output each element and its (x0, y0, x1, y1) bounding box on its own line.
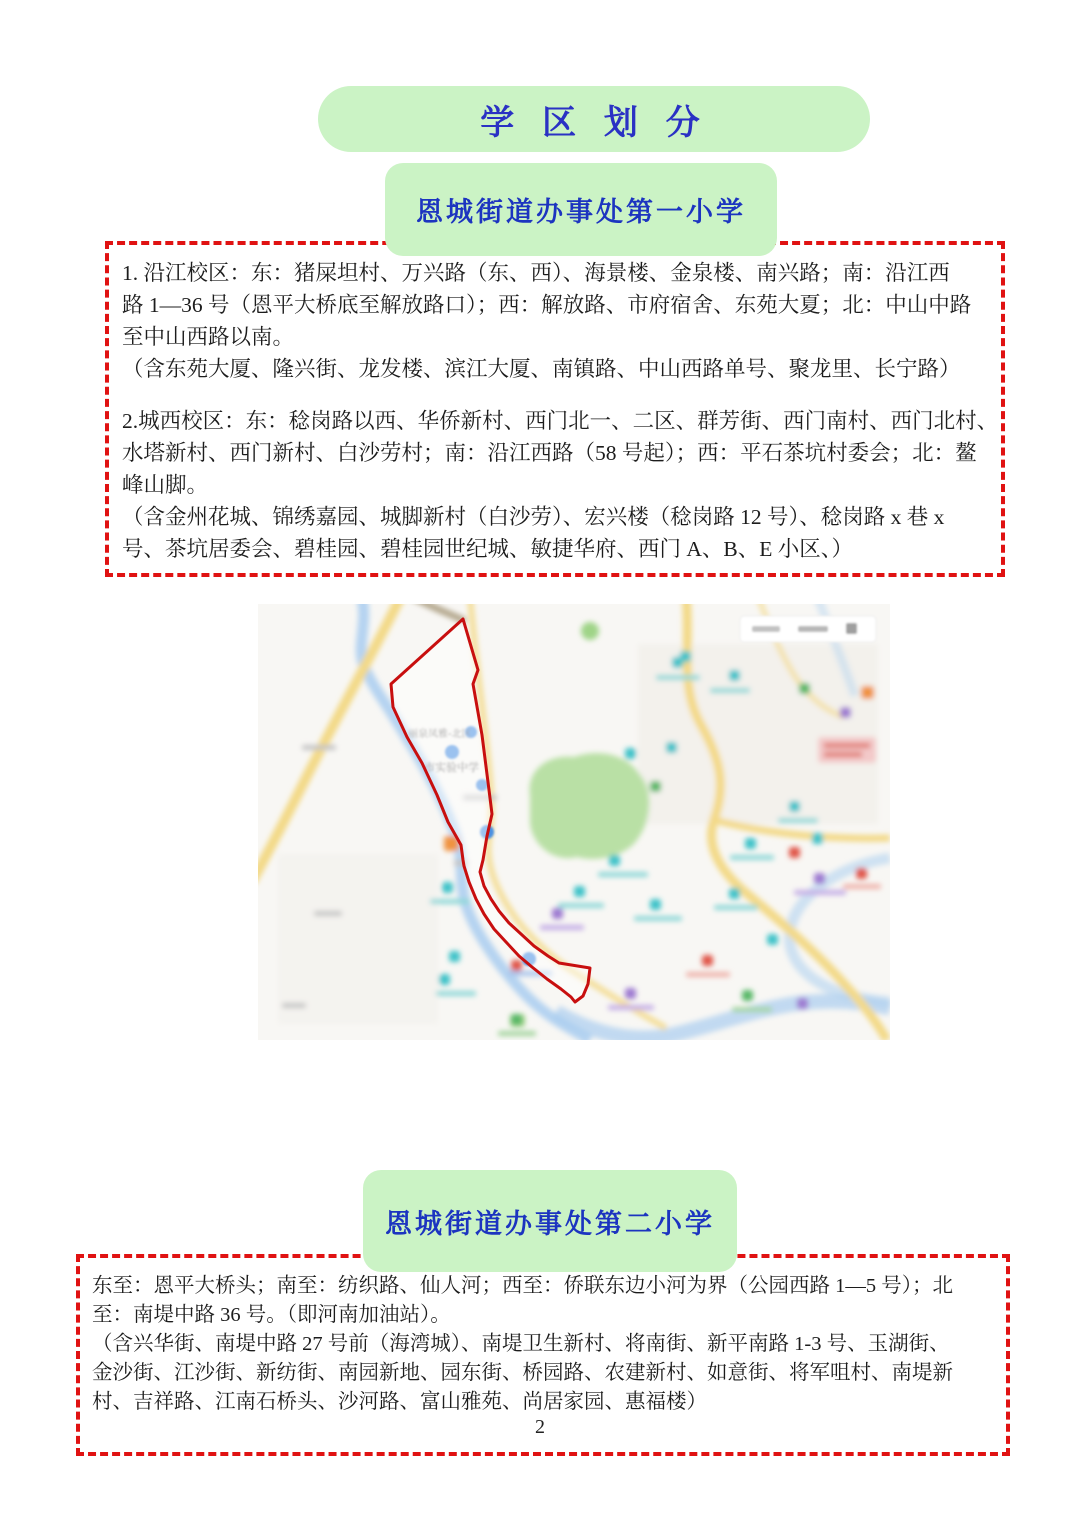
text-line: 村、吉祥路、江南石桥头、沙河路、富山雅苑、尚居家园、惠福楼） (92, 1391, 707, 1413)
school2-description (92, 1272, 1000, 1417)
text-line: 金沙街、江沙街、新纺街、南园新地、园东街、桥园路、农建新村、如意街、将军咀村、南堤新 (92, 1362, 953, 1384)
text-line: 东至：恩平大桥头；南至：纺织路、仙人河；西至：侨联东边小河为界（公园西路 1—5 号）；北 (92, 1275, 953, 1297)
page-number: 2 (535, 1416, 545, 1438)
district-map-image (258, 604, 890, 1040)
park-area (530, 753, 650, 859)
text-line: 至中山西路以南。 (122, 325, 295, 349)
text-line: 2.城西校区：东：稔岗路以西、华侨新村、西门北一、二区、群芳街、西门南村、西门北村、 (122, 409, 999, 433)
text-line: 水塔新村、西门新村、白沙劳村；南：沿江西路（58 号起）；西：平石茶坑村委会；北：鳌 (122, 441, 977, 465)
page-title: 学 区 划 分 (480, 102, 708, 143)
text-line: 至：南堤中路 36 号。（即河南加油站）。 (92, 1304, 451, 1326)
text-line: 峰山脚。 (122, 473, 209, 497)
map-scale-indicator (752, 626, 780, 632)
school1-banner (385, 163, 777, 256)
school2-name: 恩城街道办事处第二小学 (385, 1208, 715, 1240)
text-line: （含兴华街、南堤中路 27 号前（海湾城）、南堤卫生新村、将南街、新平南路 1-3 号、玉湖街、 (92, 1333, 950, 1355)
campus1-description (122, 257, 993, 385)
text-line: 路 1—36 号（恩平大桥底至解放路口）；西：解放路、市府宿舍、东苑大夏；北：中山中路 (122, 293, 972, 317)
page-title-banner (318, 86, 870, 152)
text-line: 1. 沿江校区：东：猪屎坦村、万兴路（东、西）、海景楼、金泉楼、南兴路；南：沿江西 (122, 261, 950, 285)
text-line: （含金州花城、锦绣嘉园、城脚新村（白沙劳）、宏兴楼（稔岗路 12 号）、稔岗路 x 巷 x (122, 505, 945, 529)
map-controls (740, 616, 876, 642)
text-line: 号、茶坑居委会、碧桂园、碧桂园世纪城、敏捷华府、西门 A、B、E 小区、） (122, 537, 854, 561)
map-menu-icon (846, 623, 857, 634)
school2-banner (363, 1170, 737, 1272)
campus2-description (122, 405, 999, 565)
school1-name: 恩城街道办事处第一小学 (416, 197, 746, 228)
district-map-svg (258, 604, 890, 1040)
map-layers-control (798, 626, 828, 632)
school1-district-box (105, 241, 1005, 577)
text-line: （含东苑大厦、隆兴街、龙发楼、滨江大厦、南镇路、中山西路单号、聚龙里、长宁路） (122, 357, 961, 381)
